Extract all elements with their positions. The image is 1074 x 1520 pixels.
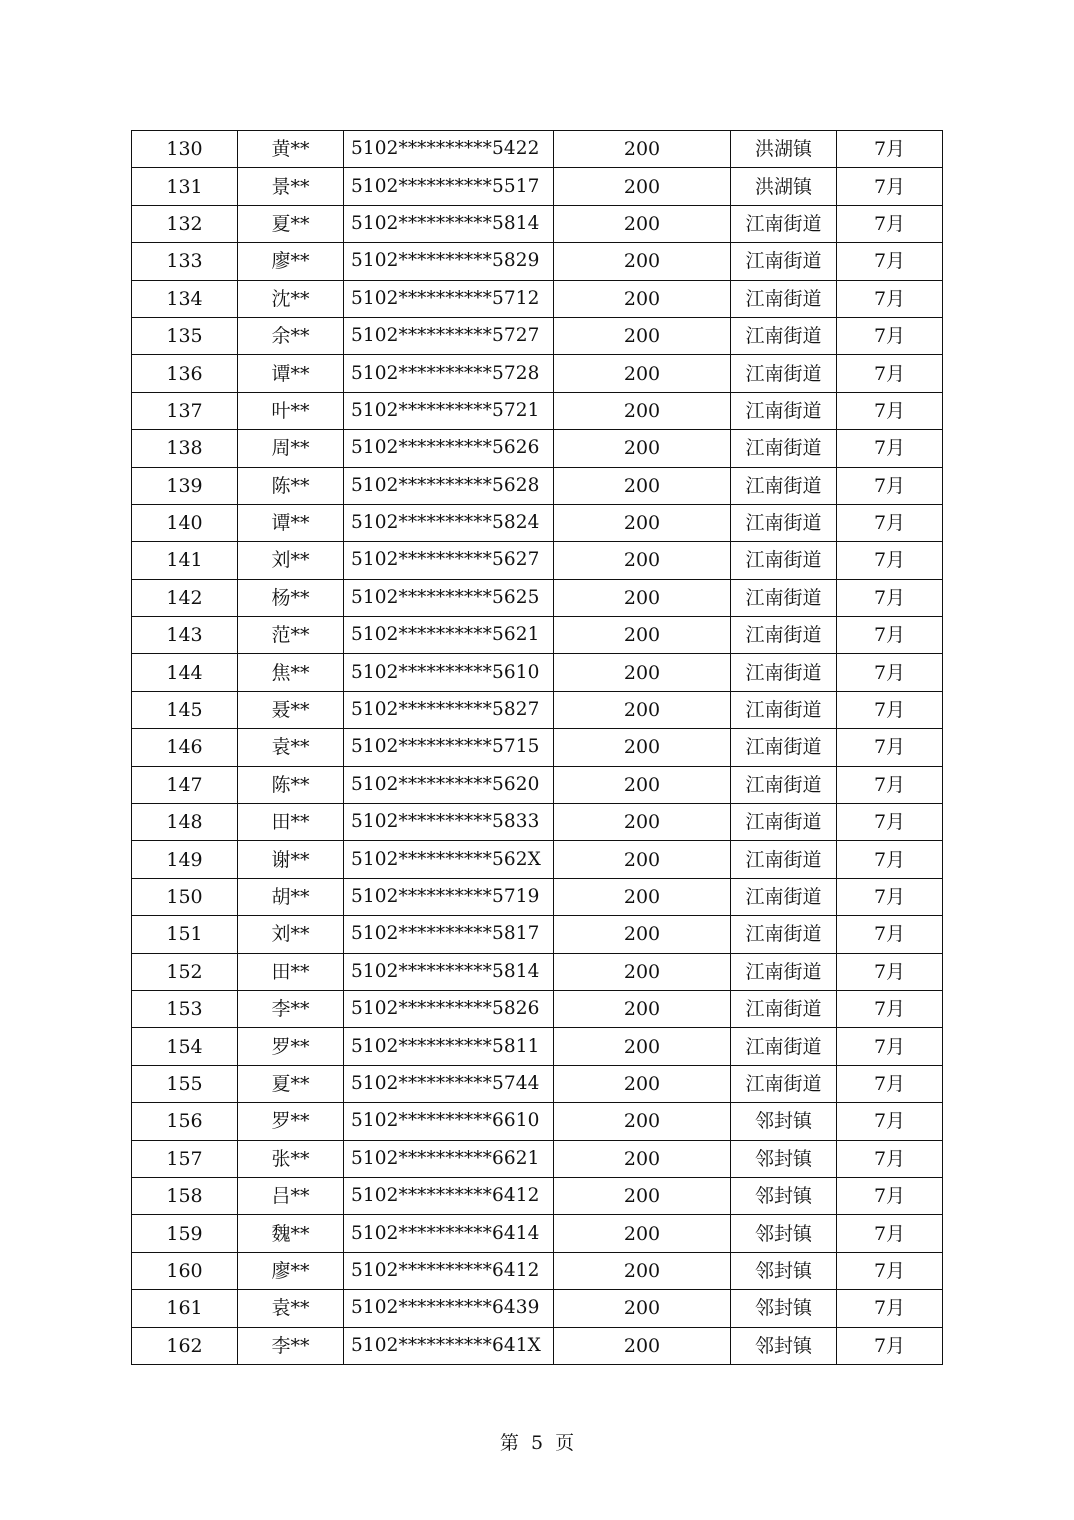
- amount-cell: 200: [554, 280, 731, 317]
- table-row: [132, 355, 943, 392]
- name-cell: 夏**: [238, 1065, 344, 1102]
- table-row: [132, 579, 943, 616]
- month-cell: 7月: [837, 205, 943, 242]
- table-row: [132, 280, 943, 317]
- district-cell: 邻封镇: [731, 1103, 837, 1140]
- row-number-cell: 140: [132, 504, 238, 541]
- month-cell: 7月: [837, 878, 943, 915]
- district-cell: 江南街道: [731, 617, 837, 654]
- row-number-cell: 135: [132, 317, 238, 354]
- district-cell: 江南街道: [731, 430, 837, 467]
- district-cell: 邻封镇: [731, 1252, 837, 1289]
- amount-cell: 200: [554, 392, 731, 429]
- name-cell: 周**: [238, 430, 344, 467]
- name-cell: 廖**: [238, 243, 344, 280]
- id-number-cell: 5102**********562X: [344, 841, 554, 878]
- district-cell: 江南街道: [731, 878, 837, 915]
- amount-cell: 200: [554, 1065, 731, 1102]
- month-cell: 7月: [837, 766, 943, 803]
- month-cell: 7月: [837, 280, 943, 317]
- table-row: [132, 766, 943, 803]
- month-cell: 7月: [837, 542, 943, 579]
- district-cell: 江南街道: [731, 205, 837, 242]
- district-cell: 江南街道: [731, 841, 837, 878]
- month-cell: 7月: [837, 1177, 943, 1214]
- name-cell: 谢**: [238, 841, 344, 878]
- id-number-cell: 5102**********5744: [344, 1065, 554, 1102]
- table-row: [132, 1327, 943, 1364]
- name-cell: 吕**: [238, 1177, 344, 1214]
- id-number-cell: 5102**********5826: [344, 990, 554, 1027]
- table-row: [132, 990, 943, 1027]
- name-cell: 廖**: [238, 1252, 344, 1289]
- page-footer: [0, 1428, 1074, 1455]
- district-cell: 洪湖镇: [731, 168, 837, 205]
- name-cell: 范**: [238, 617, 344, 654]
- amount-cell: 200: [554, 430, 731, 467]
- amount-cell: 200: [554, 317, 731, 354]
- district-cell: 江南街道: [731, 542, 837, 579]
- name-cell: 田**: [238, 804, 344, 841]
- row-number-cell: 137: [132, 392, 238, 429]
- amount-cell: 200: [554, 1177, 731, 1214]
- id-number-cell: 5102**********6412: [344, 1177, 554, 1214]
- id-number-cell: 5102**********5728: [344, 355, 554, 392]
- id-number-cell: 5102**********5625: [344, 579, 554, 616]
- id-number-cell: 5102**********5721: [344, 392, 554, 429]
- row-number-cell: 144: [132, 654, 238, 691]
- district-cell: 江南街道: [731, 579, 837, 616]
- table-row: [132, 1028, 943, 1065]
- name-cell: 胡**: [238, 878, 344, 915]
- table-row: [132, 430, 943, 467]
- id-number-cell: 5102**********5824: [344, 504, 554, 541]
- row-number-cell: 132: [132, 205, 238, 242]
- district-cell: 江南街道: [731, 467, 837, 504]
- district-cell: 江南街道: [731, 392, 837, 429]
- name-cell: 夏**: [238, 205, 344, 242]
- table-row: [132, 1215, 943, 1252]
- id-number-cell: 5102**********5727: [344, 317, 554, 354]
- amount-cell: 200: [554, 1028, 731, 1065]
- district-cell: 邻封镇: [731, 1140, 837, 1177]
- district-cell: 江南街道: [731, 916, 837, 953]
- table-row: [132, 1177, 943, 1214]
- row-number-cell: 158: [132, 1177, 238, 1214]
- row-number-cell: 150: [132, 878, 238, 915]
- row-number-cell: 148: [132, 804, 238, 841]
- name-cell: 魏**: [238, 1215, 344, 1252]
- row-number-cell: 138: [132, 430, 238, 467]
- district-cell: 江南街道: [731, 504, 837, 541]
- name-cell: 余**: [238, 317, 344, 354]
- table-row: [132, 1140, 943, 1177]
- table-row: [132, 1065, 943, 1102]
- name-cell: 聂**: [238, 691, 344, 728]
- name-cell: 叶**: [238, 392, 344, 429]
- amount-cell: 200: [554, 504, 731, 541]
- row-number-cell: 152: [132, 953, 238, 990]
- row-number-cell: 139: [132, 467, 238, 504]
- table-row: [132, 1103, 943, 1140]
- name-cell: 谭**: [238, 504, 344, 541]
- name-cell: 田**: [238, 953, 344, 990]
- amount-cell: 200: [554, 168, 731, 205]
- district-cell: 江南街道: [731, 729, 837, 766]
- row-number-cell: 147: [132, 766, 238, 803]
- district-cell: 江南街道: [731, 990, 837, 1027]
- amount-cell: 200: [554, 355, 731, 392]
- id-number-cell: 5102**********6439: [344, 1290, 554, 1327]
- name-cell: 杨**: [238, 579, 344, 616]
- name-cell: 李**: [238, 1327, 344, 1364]
- table-row: [132, 916, 943, 953]
- amount-cell: 200: [554, 953, 731, 990]
- row-number-cell: 146: [132, 729, 238, 766]
- month-cell: 7月: [837, 355, 943, 392]
- row-number-cell: 151: [132, 916, 238, 953]
- page-number: 5: [530, 1432, 544, 1454]
- table-row: [132, 243, 943, 280]
- id-number-cell: 5102**********6610: [344, 1103, 554, 1140]
- row-number-cell: 133: [132, 243, 238, 280]
- district-cell: 江南街道: [731, 1065, 837, 1102]
- row-number-cell: 157: [132, 1140, 238, 1177]
- table-row: [132, 729, 943, 766]
- district-cell: 江南街道: [731, 691, 837, 728]
- name-cell: 张**: [238, 1140, 344, 1177]
- table-row: [132, 392, 943, 429]
- id-number-cell: 5102**********5719: [344, 878, 554, 915]
- id-number-cell: 5102**********5829: [344, 243, 554, 280]
- table-row: [132, 168, 943, 205]
- name-cell: 谭**: [238, 355, 344, 392]
- amount-cell: 200: [554, 804, 731, 841]
- month-cell: 7月: [837, 1140, 943, 1177]
- amount-cell: 200: [554, 766, 731, 803]
- name-cell: 刘**: [238, 542, 344, 579]
- month-cell: 7月: [837, 804, 943, 841]
- name-cell: 沈**: [238, 280, 344, 317]
- table-row: [132, 617, 943, 654]
- month-cell: 7月: [837, 654, 943, 691]
- month-cell: 7月: [837, 1028, 943, 1065]
- row-number-cell: 141: [132, 542, 238, 579]
- name-cell: 景**: [238, 168, 344, 205]
- name-cell: 袁**: [238, 729, 344, 766]
- id-number-cell: 5102**********6412: [344, 1252, 554, 1289]
- row-number-cell: 145: [132, 691, 238, 728]
- id-number-cell: 5102**********5628: [344, 467, 554, 504]
- month-cell: 7月: [837, 579, 943, 616]
- month-cell: 7月: [837, 1327, 943, 1364]
- month-cell: 7月: [837, 504, 943, 541]
- id-number-cell: 5102**********5517: [344, 168, 554, 205]
- month-cell: 7月: [837, 617, 943, 654]
- district-cell: 江南街道: [731, 243, 837, 280]
- id-number-cell: 5102**********5715: [344, 729, 554, 766]
- amount-cell: 200: [554, 1215, 731, 1252]
- table-row: [132, 205, 943, 242]
- month-cell: 7月: [837, 168, 943, 205]
- id-number-cell: 5102**********5814: [344, 205, 554, 242]
- id-number-cell: 5102**********5814: [344, 953, 554, 990]
- district-cell: 洪湖镇: [731, 131, 837, 168]
- month-cell: 7月: [837, 841, 943, 878]
- id-number-cell: 5102**********5811: [344, 1028, 554, 1065]
- district-cell: 江南街道: [731, 654, 837, 691]
- table-row: [132, 504, 943, 541]
- table-row: [132, 317, 943, 354]
- district-cell: 邻封镇: [731, 1290, 837, 1327]
- id-number-cell: 5102**********5621: [344, 617, 554, 654]
- row-number-cell: 156: [132, 1103, 238, 1140]
- row-number-cell: 130: [132, 131, 238, 168]
- month-cell: 7月: [837, 430, 943, 467]
- amount-cell: 200: [554, 579, 731, 616]
- id-number-cell: 5102**********6621: [344, 1140, 554, 1177]
- district-cell: 江南街道: [731, 953, 837, 990]
- id-number-cell: 5102**********5627: [344, 542, 554, 579]
- row-number-cell: 161: [132, 1290, 238, 1327]
- amount-cell: 200: [554, 1290, 731, 1327]
- row-number-cell: 153: [132, 990, 238, 1027]
- table-row: [132, 841, 943, 878]
- amount-cell: 200: [554, 243, 731, 280]
- name-cell: 陈**: [238, 467, 344, 504]
- name-cell: 黄**: [238, 131, 344, 168]
- district-cell: 邻封镇: [731, 1177, 837, 1214]
- district-cell: 江南街道: [731, 1028, 837, 1065]
- name-cell: 袁**: [238, 1290, 344, 1327]
- amount-cell: 200: [554, 841, 731, 878]
- table-row: [132, 953, 943, 990]
- id-number-cell: 5102**********5610: [344, 654, 554, 691]
- row-number-cell: 134: [132, 280, 238, 317]
- id-number-cell: 5102**********5827: [344, 691, 554, 728]
- id-number-cell: 5102**********5620: [344, 766, 554, 803]
- footer-suffix: 页: [555, 1432, 575, 1454]
- month-cell: 7月: [837, 243, 943, 280]
- table-row: [132, 1252, 943, 1289]
- amount-cell: 200: [554, 1252, 731, 1289]
- district-cell: 江南街道: [731, 766, 837, 803]
- amount-cell: 200: [554, 467, 731, 504]
- id-number-cell: 5102**********5626: [344, 430, 554, 467]
- id-number-cell: 5102**********5712: [344, 280, 554, 317]
- table-row: [132, 467, 943, 504]
- table-row: [132, 131, 943, 168]
- name-cell: 陈**: [238, 766, 344, 803]
- amount-cell: 200: [554, 916, 731, 953]
- district-cell: 江南街道: [731, 355, 837, 392]
- month-cell: 7月: [837, 1215, 943, 1252]
- id-number-cell: 5102**********5817: [344, 916, 554, 953]
- id-number-cell: 5102**********641X: [344, 1327, 554, 1364]
- name-cell: 焦**: [238, 654, 344, 691]
- row-number-cell: 142: [132, 579, 238, 616]
- name-cell: 李**: [238, 990, 344, 1027]
- id-number-cell: 5102**********5833: [344, 804, 554, 841]
- month-cell: 7月: [837, 953, 943, 990]
- district-cell: 江南街道: [731, 317, 837, 354]
- month-cell: 7月: [837, 467, 943, 504]
- month-cell: 7月: [837, 317, 943, 354]
- table-row: [132, 1290, 943, 1327]
- row-number-cell: 136: [132, 355, 238, 392]
- name-cell: 罗**: [238, 1028, 344, 1065]
- month-cell: 7月: [837, 1065, 943, 1102]
- amount-cell: 200: [554, 205, 731, 242]
- row-number-cell: 143: [132, 617, 238, 654]
- table-row: [132, 654, 943, 691]
- amount-cell: 200: [554, 1103, 731, 1140]
- month-cell: 7月: [837, 392, 943, 429]
- month-cell: 7月: [837, 1103, 943, 1140]
- district-cell: 邻封镇: [731, 1215, 837, 1252]
- amount-cell: 200: [554, 990, 731, 1027]
- amount-cell: 200: [554, 1327, 731, 1364]
- amount-cell: 200: [554, 878, 731, 915]
- row-number-cell: 162: [132, 1327, 238, 1364]
- month-cell: 7月: [837, 990, 943, 1027]
- amount-cell: 200: [554, 542, 731, 579]
- row-number-cell: 154: [132, 1028, 238, 1065]
- name-cell: 刘**: [238, 916, 344, 953]
- id-number-cell: 5102**********5422: [344, 131, 554, 168]
- amount-cell: 200: [554, 729, 731, 766]
- roster-table: [131, 130, 943, 1365]
- row-number-cell: 159: [132, 1215, 238, 1252]
- row-number-cell: 160: [132, 1252, 238, 1289]
- table-row: [132, 542, 943, 579]
- footer-prefix: 第: [499, 1432, 519, 1454]
- district-cell: 邻封镇: [731, 1327, 837, 1364]
- name-cell: 罗**: [238, 1103, 344, 1140]
- amount-cell: 200: [554, 691, 731, 728]
- row-number-cell: 149: [132, 841, 238, 878]
- month-cell: 7月: [837, 691, 943, 728]
- district-cell: 江南街道: [731, 280, 837, 317]
- row-number-cell: 131: [132, 168, 238, 205]
- row-number-cell: 155: [132, 1065, 238, 1102]
- month-cell: 7月: [837, 1290, 943, 1327]
- id-number-cell: 5102**********6414: [344, 1215, 554, 1252]
- month-cell: 7月: [837, 1252, 943, 1289]
- month-cell: 7月: [837, 131, 943, 168]
- month-cell: 7月: [837, 916, 943, 953]
- amount-cell: 200: [554, 617, 731, 654]
- table-row: [132, 878, 943, 915]
- amount-cell: 200: [554, 654, 731, 691]
- amount-cell: 200: [554, 131, 731, 168]
- amount-cell: 200: [554, 1140, 731, 1177]
- table-row: [132, 691, 943, 728]
- roster-table-body: [132, 131, 943, 1365]
- table-row: [132, 804, 943, 841]
- district-cell: 江南街道: [731, 804, 837, 841]
- month-cell: 7月: [837, 729, 943, 766]
